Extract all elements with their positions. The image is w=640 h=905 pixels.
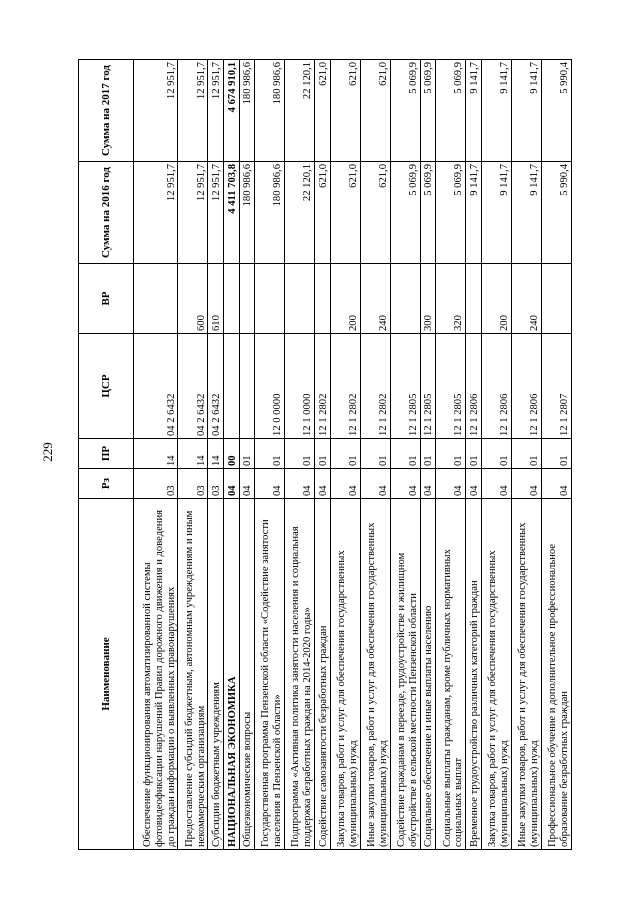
cell-rz: 04: [511, 469, 541, 499]
table-row: [511, 60, 541, 850]
cell-sum-2016: 621,0: [315, 162, 331, 264]
cell-sum-2016: 9 141,7: [511, 162, 541, 264]
cell-name: Общеэкономические вопросы: [239, 499, 255, 850]
table-row: [330, 60, 360, 850]
cell-name: Содействие самозанятости безработных граждан: [315, 499, 331, 850]
cell-sum-2016: 12 951,7: [208, 162, 224, 264]
cell-vr: [134, 264, 178, 334]
cell-pr: 01: [285, 439, 315, 469]
cell-pr: 01: [390, 439, 420, 469]
table-row: [224, 60, 240, 850]
header-vr: ВР: [79, 264, 134, 334]
cell-rz: 04: [390, 469, 420, 499]
cell-sum-2017: 5 069,9: [390, 60, 420, 162]
cell-sum-2017: 12 951,7: [134, 60, 178, 162]
cell-name: Подпрограмма «Активная политика занятости населения и социальная поддержка безработных граждан на 2014-2020 годы»: [285, 499, 315, 850]
cell-name: Обеспечение функционирования автоматизированной системы фотовидеофиксации нарушений Правил дорожного движения и доведения до граждан информации о выявленных правонарушениях: [134, 499, 178, 850]
table-row: [481, 60, 511, 850]
cell-csr: 12 1 2806: [511, 334, 541, 439]
cell-vr: [239, 264, 255, 334]
table-row: [436, 60, 466, 850]
budget-table: [78, 59, 572, 850]
cell-csr: 12 1 0000: [285, 334, 315, 439]
table-row: [134, 60, 178, 850]
cell-vr: 200: [481, 264, 511, 334]
cell-name: Профессиональное обучение и дополнительное профессиональное образование безработных граждан: [541, 499, 571, 850]
cell-vr: 240: [511, 264, 541, 334]
cell-sum-2016: 9 141,7: [481, 162, 511, 264]
cell-name: Закупка товаров, работ и услуг для обеспечения государственных (муниципальных) нужд: [330, 499, 360, 850]
cell-sum-2017: 12 951,7: [178, 60, 208, 162]
cell-pr: 01: [330, 439, 360, 469]
table-header-row: [79, 60, 134, 850]
cell-vr: [224, 264, 240, 334]
cell-vr: 300: [420, 264, 436, 334]
table-row: [315, 60, 331, 850]
cell-pr: 01: [420, 439, 436, 469]
cell-sum-2017: 180 986,6: [255, 60, 285, 162]
cell-vr: [315, 264, 331, 334]
table-row: [541, 60, 571, 850]
cell-name: Закупка товаров, работ и услуг для обеспечения государственных (муниципальных) нужд: [481, 499, 511, 850]
cell-csr: 12 1 2807: [541, 334, 571, 439]
cell-csr: 12 1 2805: [420, 334, 436, 439]
cell-rz: 04: [285, 469, 315, 499]
cell-sum-2017: 4 674 910,1: [224, 60, 240, 162]
cell-pr: 01: [511, 439, 541, 469]
cell-csr: [224, 334, 240, 439]
cell-rz: 04: [466, 469, 482, 499]
cell-sum-2017: 22 120,1: [285, 60, 315, 162]
cell-sum-2016: 12 951,7: [178, 162, 208, 264]
header-sum-2016: Сумма на 2016 год: [79, 162, 134, 264]
cell-rz: 04: [330, 469, 360, 499]
cell-csr: 12 1 2802: [330, 334, 360, 439]
cell-name: Субсидии бюджетным учреждениям: [208, 499, 224, 850]
cell-sum-2016: 5 069,9: [390, 162, 420, 264]
cell-sum-2016: 4 411 703,8: [224, 162, 240, 264]
cell-name: НАЦИОНАЛЬНАЯ ЭКОНОМИКА: [224, 499, 240, 850]
cell-name: Временное трудоустройство различных категорий граждан: [466, 499, 482, 850]
header-name: Наименование: [79, 499, 134, 850]
cell-sum-2016: 5 069,9: [420, 162, 436, 264]
cell-sum-2017: 5 990,4: [541, 60, 571, 162]
cell-sum-2016: 12 951,7: [134, 162, 178, 264]
cell-sum-2017: 12 951,7: [208, 60, 224, 162]
cell-rz: 03: [134, 469, 178, 499]
cell-sum-2017: 621,0: [360, 60, 390, 162]
cell-csr: 12 1 2802: [360, 334, 390, 439]
cell-sum-2016: 5 069,9: [436, 162, 466, 264]
cell-vr: 200: [330, 264, 360, 334]
cell-sum-2017: 9 141,7: [481, 60, 511, 162]
table-body: [134, 60, 572, 850]
cell-pr: 14: [208, 439, 224, 469]
cell-csr: 12 1 2805: [390, 334, 420, 439]
cell-vr: 240: [360, 264, 390, 334]
cell-sum-2017: 621,0: [315, 60, 331, 162]
cell-name: Иные закупки товаров, работ и услуг для обеспечения государственных (муниципальных) нужд: [511, 499, 541, 850]
cell-vr: [390, 264, 420, 334]
cell-csr: 04 2 6432: [178, 334, 208, 439]
cell-rz: 04: [239, 469, 255, 499]
cell-csr: 12 1 2806: [466, 334, 482, 439]
cell-sum-2016: 22 120,1: [285, 162, 315, 264]
cell-sum-2016: 621,0: [360, 162, 390, 264]
cell-name: Иные закупки товаров, работ и услуг для обеспечения государственных (муниципальных) нужд: [360, 499, 390, 850]
table-row: [208, 60, 224, 850]
cell-rz: 04: [541, 469, 571, 499]
cell-name: Социальное обеспечение и иные выплаты населению: [420, 499, 436, 850]
cell-vr: [466, 264, 482, 334]
cell-sum-2017: 5 069,9: [420, 60, 436, 162]
cell-name: Государственная программа Пензенской области «Содействие занятости населения в Пензенской области»: [255, 499, 285, 850]
cell-pr: 01: [466, 439, 482, 469]
cell-csr: 04 2 6432: [134, 334, 178, 439]
table-row: [285, 60, 315, 850]
cell-vr: [541, 264, 571, 334]
cell-name: Социальные выплаты гражданам, кроме публичных нормативных социальных выплат: [436, 499, 466, 850]
cell-pr: 01: [239, 439, 255, 469]
table-row: [239, 60, 255, 850]
table-row: [178, 60, 208, 850]
table-row: [360, 60, 390, 850]
cell-vr: 320: [436, 264, 466, 334]
cell-pr: 01: [360, 439, 390, 469]
cell-rz: 04: [315, 469, 331, 499]
cell-pr: 01: [481, 439, 511, 469]
cell-vr: 610: [208, 264, 224, 334]
cell-csr: 04 2 6432: [208, 334, 224, 439]
cell-pr: 00: [224, 439, 240, 469]
cell-sum-2016: 621,0: [330, 162, 360, 264]
cell-rz: 04: [255, 469, 285, 499]
cell-csr: 12 1 2805: [436, 334, 466, 439]
cell-sum-2017: 5 069,9: [436, 60, 466, 162]
cell-csr: 12 1 2802: [315, 334, 331, 439]
cell-pr: 14: [178, 439, 208, 469]
cell-rz: 04: [481, 469, 511, 499]
cell-sum-2016: 180 986,6: [255, 162, 285, 264]
cell-pr: 01: [541, 439, 571, 469]
header-csr: ЦСР: [79, 334, 134, 439]
header-pr: ПР: [79, 439, 134, 469]
cell-csr: 12 1 2806: [481, 334, 511, 439]
cell-sum-2016: 9 141,7: [466, 162, 482, 264]
cell-rz: 03: [208, 469, 224, 499]
cell-sum-2016: 180 986,6: [239, 162, 255, 264]
table-row: [420, 60, 436, 850]
cell-pr: 01: [436, 439, 466, 469]
table-row: [255, 60, 285, 850]
cell-csr: 12 0 0000: [255, 334, 285, 439]
cell-sum-2017: 9 141,7: [511, 60, 541, 162]
page-number-text: 229: [40, 442, 55, 462]
header-sum-2017: Сумма на 2017 год: [79, 60, 134, 162]
cell-rz: 04: [360, 469, 390, 499]
cell-rz: 04: [420, 469, 436, 499]
cell-pr: 14: [134, 439, 178, 469]
header-rz: Рз: [79, 469, 134, 499]
table-row: [390, 60, 420, 850]
cell-name: Предоставление субсидий бюджетным, автономным учреждениям и иным некоммерческим организациям: [178, 499, 208, 850]
cell-vr: [255, 264, 285, 334]
cell-pr: 01: [315, 439, 331, 469]
table-row: [466, 60, 482, 850]
cell-rz: 04: [224, 469, 240, 499]
cell-name: Содействие гражданам в переезде, трудоустройстве и жилищном обустройстве в сельской местности Пензенской области: [390, 499, 420, 850]
cell-pr: 01: [255, 439, 285, 469]
cell-csr: [239, 334, 255, 439]
cell-rz: 04: [436, 469, 466, 499]
page-number: [38, 438, 58, 466]
cell-vr: 600: [178, 264, 208, 334]
cell-sum-2016: 5 990,4: [541, 162, 571, 264]
rotated-table-container: [78, 60, 572, 850]
cell-rz: 03: [178, 469, 208, 499]
cell-sum-2017: 621,0: [330, 60, 360, 162]
cell-sum-2017: 9 141,7: [466, 60, 482, 162]
cell-vr: [285, 264, 315, 334]
cell-sum-2017: 180 986,6: [239, 60, 255, 162]
